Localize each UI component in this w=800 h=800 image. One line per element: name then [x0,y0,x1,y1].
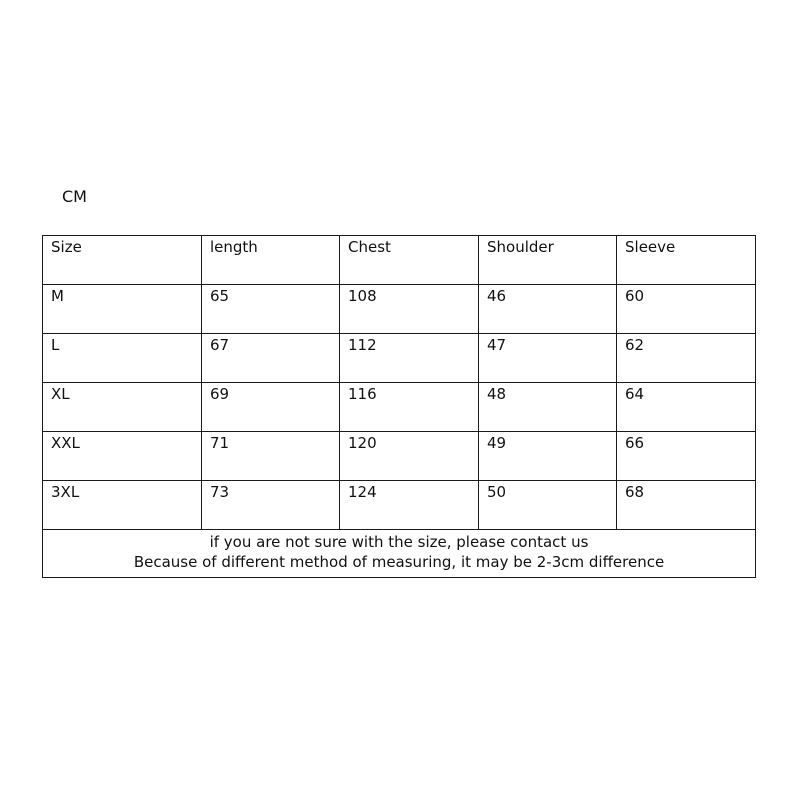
cell-sleeve: 64 [617,383,756,432]
cell-length: 65 [202,285,340,334]
cell-length: 73 [202,481,340,530]
cell-size: XL [43,383,202,432]
cell-chest: 108 [340,285,479,334]
cell-size: XXL [43,432,202,481]
cell-chest: 112 [340,334,479,383]
cell-chest: 124 [340,481,479,530]
table-row [43,334,756,383]
table-row [43,481,756,530]
cell-sleeve: 66 [617,432,756,481]
size-chart-table [42,235,756,578]
cell-length: 69 [202,383,340,432]
cell-sleeve: 60 [617,285,756,334]
note-measuring-difference: Because of different method of measuring, it may be 2-3cm difference [133,553,665,571]
cell-length: 71 [202,432,340,481]
cell-shoulder: 47 [479,334,617,383]
cell-shoulder: 46 [479,285,617,334]
table-row [43,383,756,432]
cell-sleeve: 62 [617,334,756,383]
note-contact: if you are not sure with the size, please contact us [209,533,589,551]
cell-chest: 116 [340,383,479,432]
cell-size: M [43,285,202,334]
header-sleeve: Sleeve [617,236,756,285]
header-size: Size [43,236,202,285]
table-header-row [43,236,756,285]
cell-chest: 120 [340,432,479,481]
header-chest: Chest [340,236,479,285]
table-row [43,285,756,334]
cell-size: 3XL [43,481,202,530]
table-row [43,432,756,481]
table-note-row [43,530,756,578]
unit-label: CM [62,187,87,206]
header-shoulder: Shoulder [479,236,617,285]
cell-length: 67 [202,334,340,383]
note-cell [43,530,756,578]
cell-shoulder: 49 [479,432,617,481]
header-length: length [202,236,340,285]
cell-shoulder: 48 [479,383,617,432]
cell-sleeve: 68 [617,481,756,530]
cell-size: L [43,334,202,383]
cell-shoulder: 50 [479,481,617,530]
